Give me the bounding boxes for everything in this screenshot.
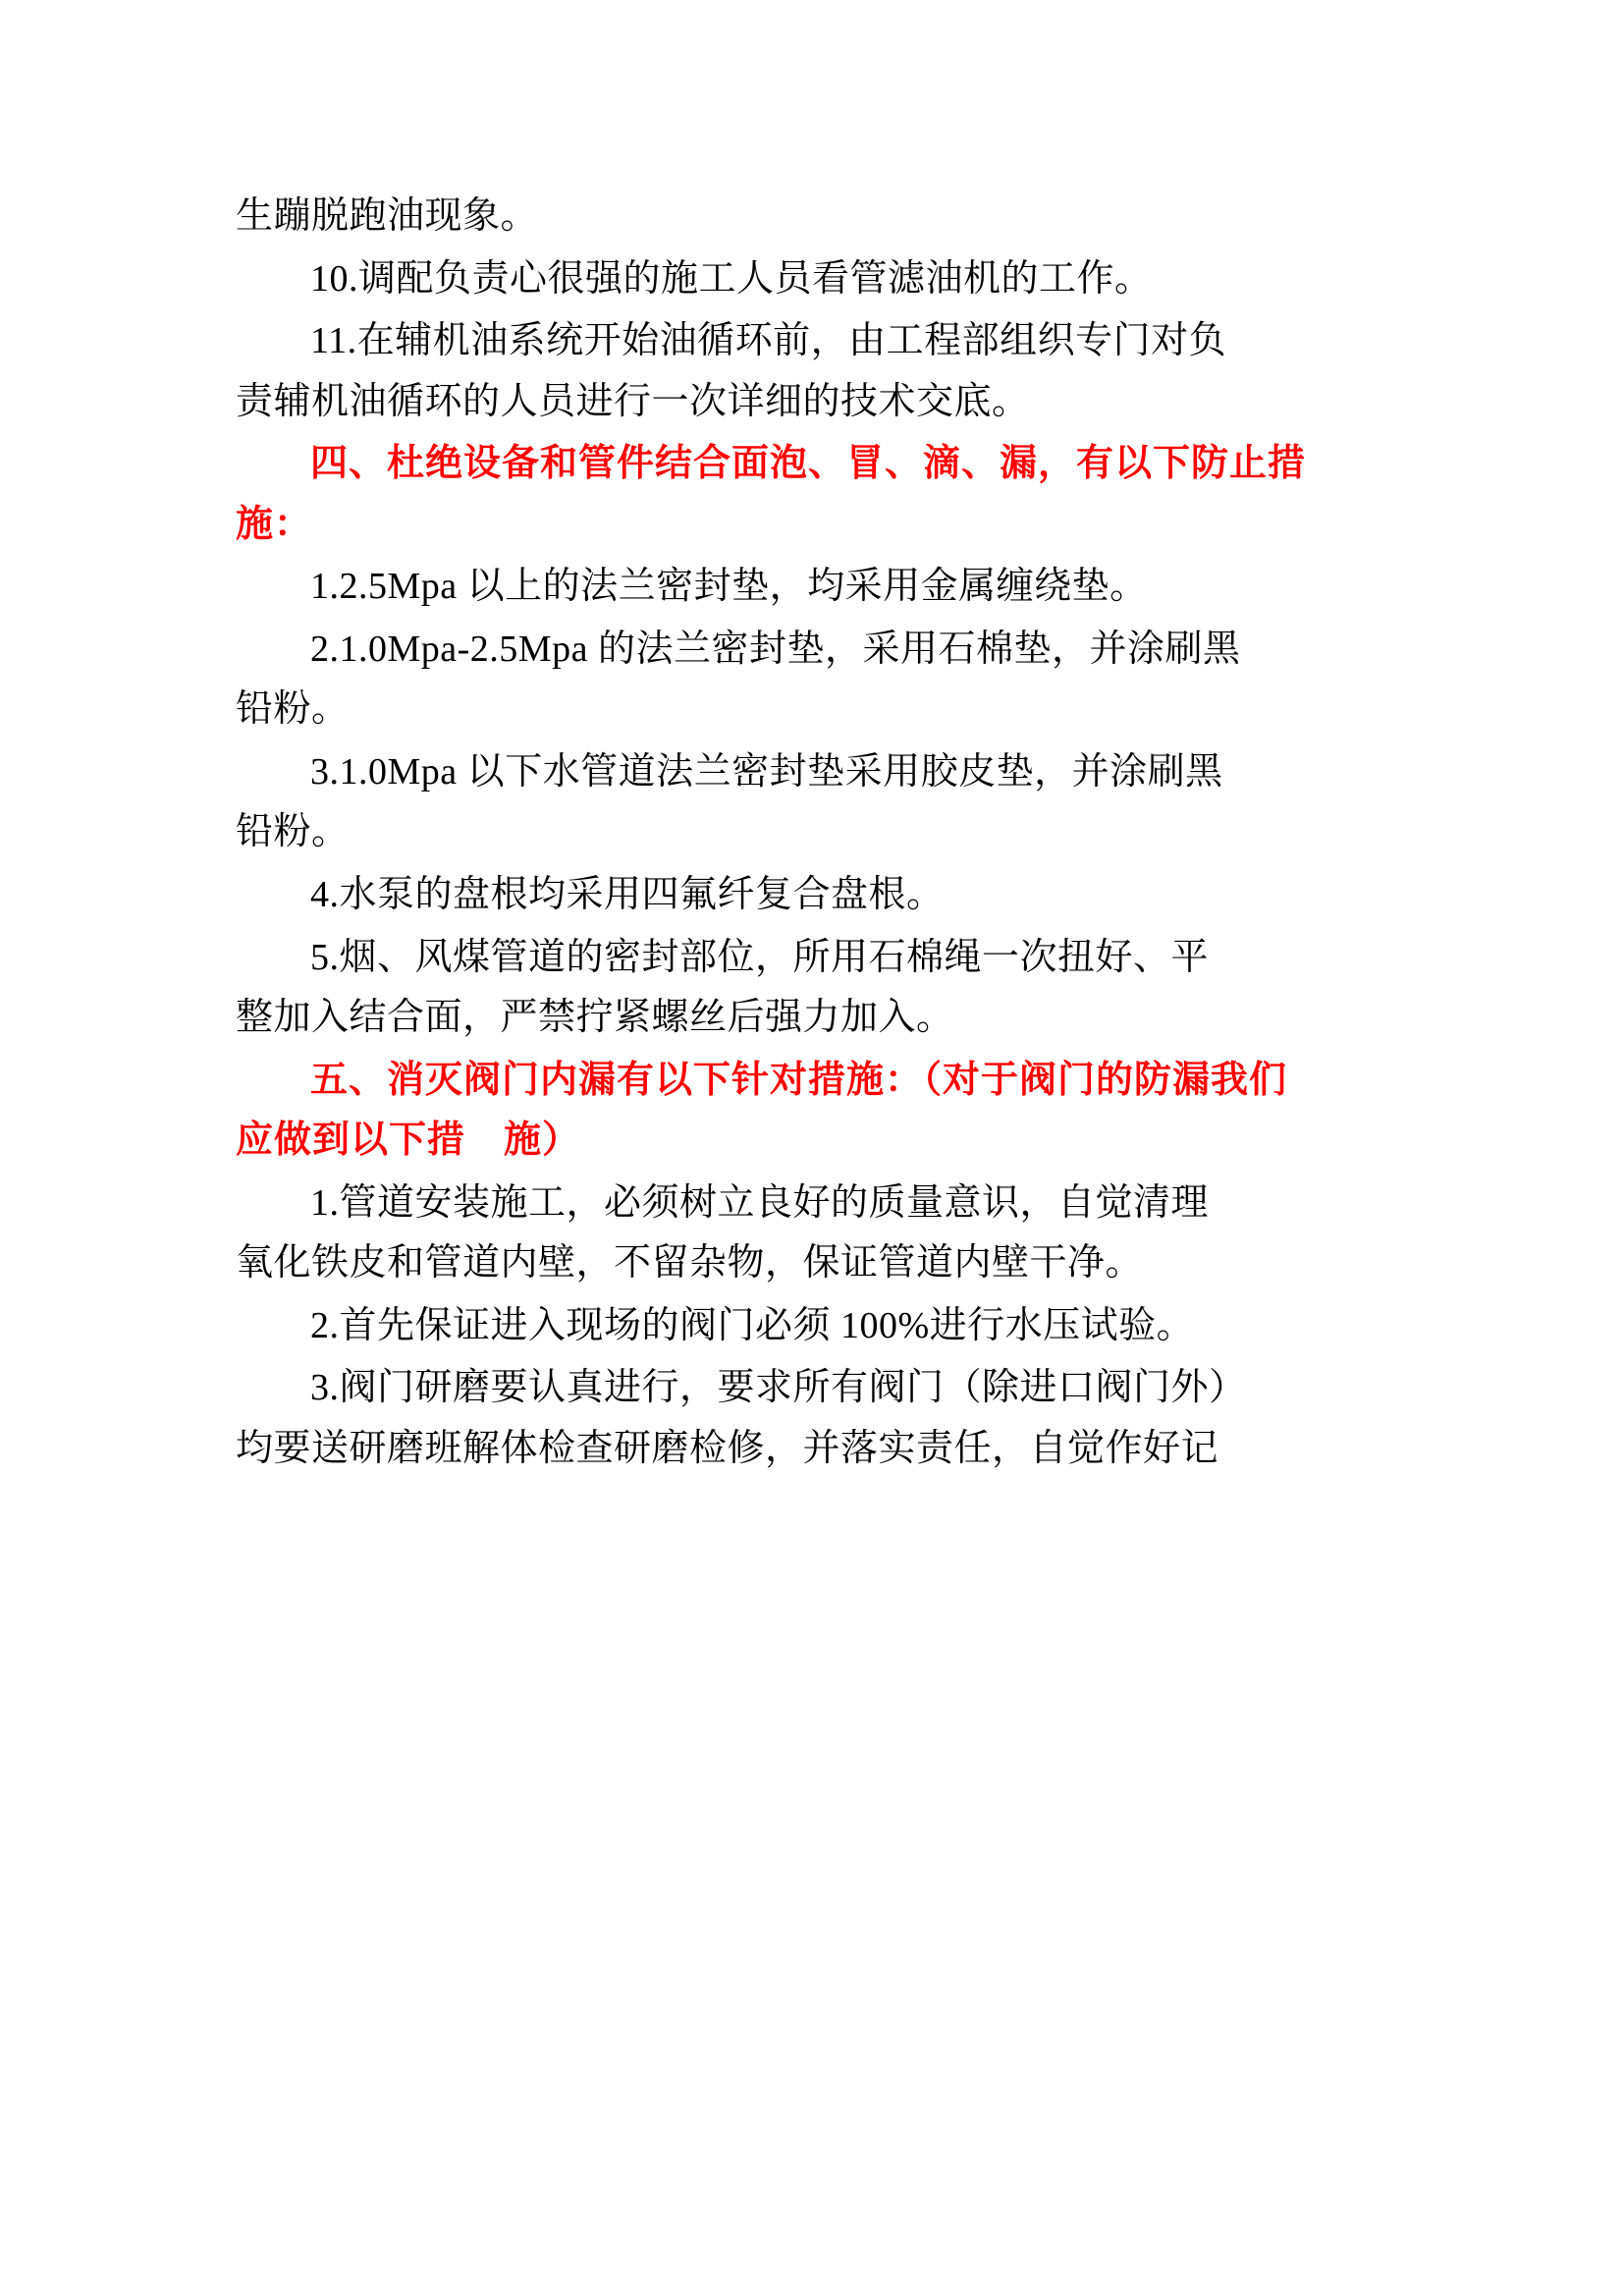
paragraph-item-11: 11.在辅机油系统开始油循环前，由工程部组织专门对负 bbox=[310, 320, 1227, 362]
heading-section-five-continuation: 应做到以下措 施） bbox=[236, 1120, 581, 1162]
document-body bbox=[236, 187, 1394, 1479]
paragraph-4-2: 2.1.0Mpa-2.5Mpa 的法兰密封垫，采用石棉垫，并涂刷黑 bbox=[310, 628, 1241, 670]
paragraph-4-1: 1.2.5Mpa 以上的法兰密封垫，均采用金属缠绕垫。 bbox=[310, 566, 1148, 608]
paragraph-5-3: 3.阀门研磨要认真进行，要求所有阀门（除进口阀门外） bbox=[310, 1367, 1247, 1409]
paragraph-4-2-continuation: 铅粉。 bbox=[236, 688, 350, 731]
heading-section-five: 五、消灭阀门内漏有以下针对措施：（对于阀门的防漏我们 bbox=[310, 1059, 1288, 1101]
paragraph-4-5: 5.烟、风煤管道的密封部位，所用石棉绳一次扭好、平 bbox=[310, 936, 1210, 978]
paragraph-item-11-continuation: 责辅机油循环的人员进行一次详细的技术交底。 bbox=[236, 380, 1030, 422]
paragraph-continuation: 生蹦脱跑油现象。 bbox=[236, 195, 539, 237]
paragraph-item-10: 10.调配负责心很强的施工人员看管滤油机的工作。 bbox=[310, 257, 1153, 300]
paragraph-5-1: 1.管道安装施工，必须树立良好的质量意识，自觉清理 bbox=[310, 1181, 1210, 1224]
heading-section-four-continuation: 施： bbox=[236, 503, 313, 545]
paragraph-4-5-continuation: 整加入结合面，严禁拧紧螺丝后强力加入。 bbox=[236, 997, 954, 1039]
paragraph-4-4: 4.水泵的盘根均采用四氟纤复合盘根。 bbox=[310, 874, 945, 916]
paragraph-5-2: 2.首先保证进入现场的阀门必须 100%进行水压试验。 bbox=[310, 1304, 1195, 1346]
paragraph-5-3-continuation: 均要送研磨班解体检查研磨检修，并落实责任，自觉作好记 bbox=[236, 1427, 1219, 1469]
paragraph-4-3-continuation: 铅粉。 bbox=[236, 811, 350, 853]
paragraph-5-1-continuation: 氧化铁皮和管道内壁，不留杂物，保证管道内壁干净。 bbox=[236, 1242, 1144, 1285]
heading-section-four: 四、杜绝设备和管件结合面泡、冒、滴、漏，有以下防止措 bbox=[310, 443, 1307, 485]
paragraph-4-3: 3.1.0Mpa 以下水管道法兰密封垫采用胶皮垫，并涂刷黑 bbox=[310, 750, 1223, 793]
